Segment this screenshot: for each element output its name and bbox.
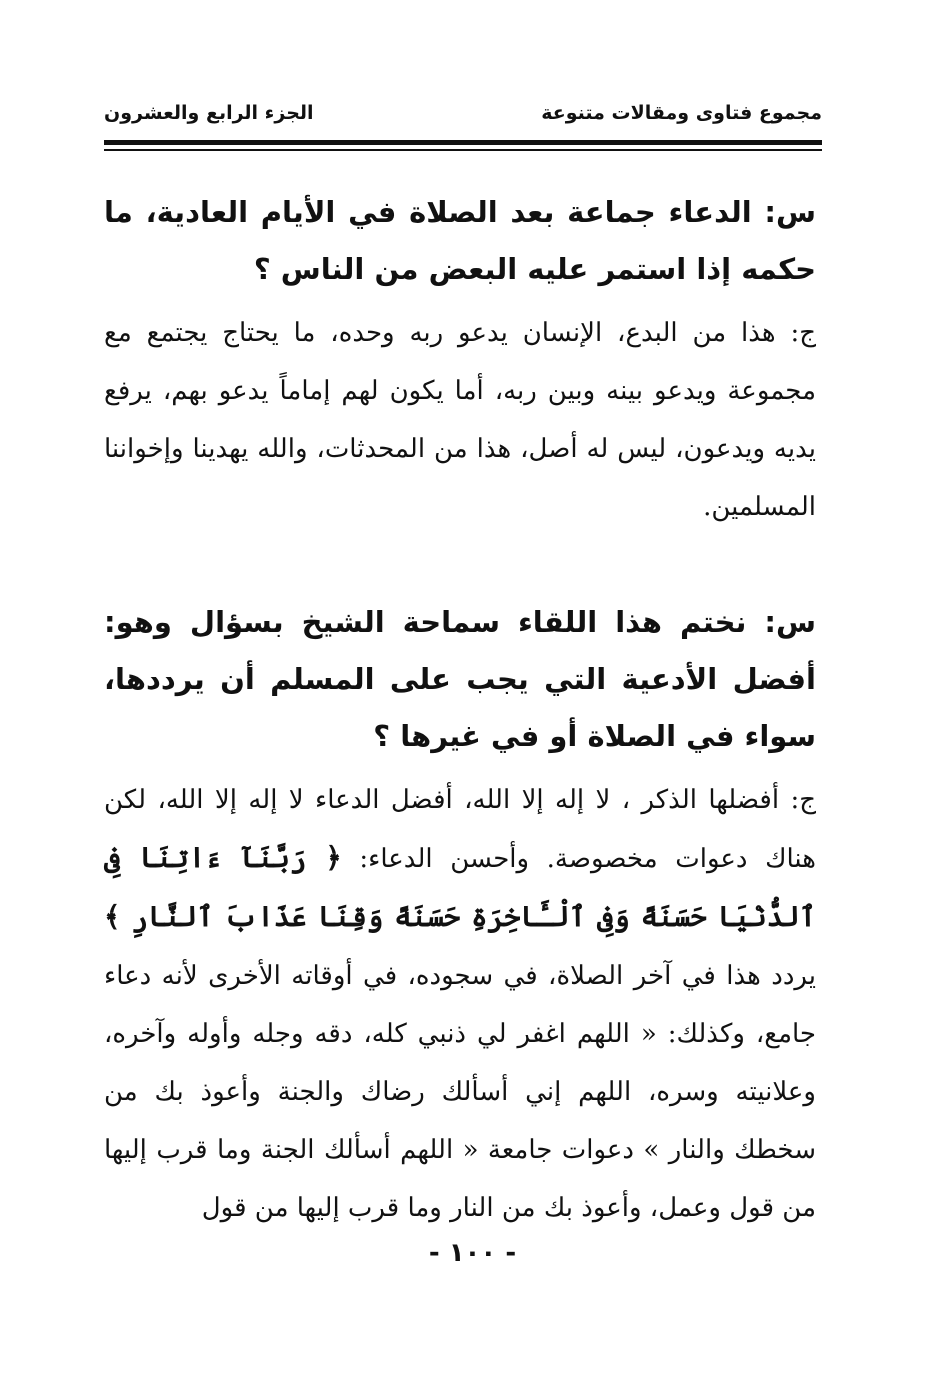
header-rule-thin xyxy=(104,149,822,151)
running-header xyxy=(104,102,822,142)
question-2: س: نختم هذا اللقاء سماحة الشيخ بسؤال وهو: أفضل الأدعية التي يجب على المسلم أن يرددها، سواء في الصلاة أو في غيرها ؟ xyxy=(104,605,816,753)
page-body xyxy=(104,184,816,1237)
header-rule-thick xyxy=(104,140,822,145)
answer-2 xyxy=(104,771,816,1237)
answer-2-continued: يردد هذا في آخر الصلاة، في سجوده، في أوقاته الأخرى لأنه دعاء جامع، وكذلك: « اللهم اغفر لي ذنبي كله، دقه وجله وأوله وآخره، وعلانيته وسره، اللهم إني أسألك رضاك والجنة وأعوذ بك من سخطك والنار » دعوات جامعة « اللهم أسألك الجنة وما قرب إليها من قول وعمل، وأعوذ بك من النار وما قرب إليها من قول xyxy=(104,961,816,1223)
section-gap xyxy=(104,536,816,594)
book-title: مجموع فتاوى ومقالات متنوعة xyxy=(541,102,822,124)
question-1: س: الدعاء جماعة بعد الصلاة في الأيام العادية، ما حكمه إذا استمر عليه البعض من الناس ؟ xyxy=(104,195,816,286)
page-number: - ١٠٠ - xyxy=(428,1238,517,1268)
volume-label: الجزء الرابع والعشرون xyxy=(104,102,314,124)
answer-1: ج: هذا من البدع، الإنسان يدعو ربه وحده، ما يحتاج يجتمع مع مجموعة ويدعو بينه وبين ربه، أما يكون لهم إماماً يدعو بهم، يرفع يديه ويدعون، ليس له أصل، هذا من المحدثات، والله يهدينا وإخواننا المسلمين. xyxy=(104,318,816,522)
answer-2-intro: ج: أفضلها الذكر ، لا إله إلا الله، أفضل الدعاء لا إله إلا الله، لكن هناك دعوات مخصوصة. وأحسن الدعاء: xyxy=(104,785,816,874)
quran-verse: ﴿ رَبَّنَآ ءَاتِنَا فِى ٱلدُّنْيَا حَسَنَةً وَفِى ٱلْـَٔاخِرَةِ حَسَنَةً وَقِنَا عَذَابَ ٱلنَّارِ ﴾ xyxy=(104,841,816,933)
